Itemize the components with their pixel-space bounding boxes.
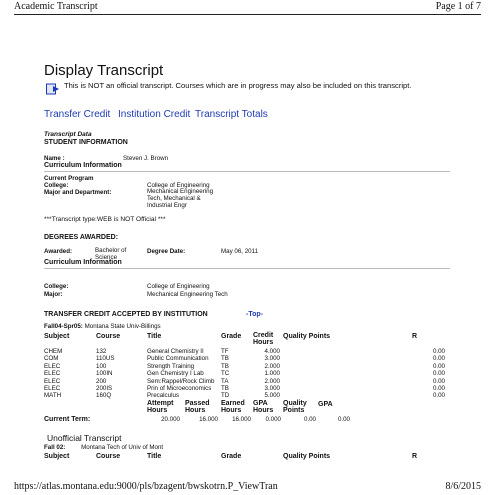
cell-course: 100IN: [96, 370, 113, 378]
cell-quality-points: 0.00: [432, 377, 445, 385]
cell-grade: TB: [221, 385, 229, 392]
print-footer-url: https://atlas.montana.edu:9000/pls/bzagent/bwskotrn.P_ViewTran: [14, 481, 278, 492]
info-icon: [46, 83, 60, 95]
cell-title: Sem:Rappel/Rock Climb: [147, 377, 215, 385]
cell-quality-points: 0.00: [432, 392, 445, 400]
unofficial-col-grade: Grade: [221, 453, 242, 460]
col-course: Course: [96, 333, 121, 340]
cell-title: Prin of Microeconomics: [147, 385, 212, 392]
current-program-heading: Current Program: [44, 175, 94, 182]
totals-gpa-hours: 0.000: [265, 416, 281, 423]
unofficial-heading: Unofficial Transcript: [47, 433, 122, 443]
link-transcript-totals[interactable]: Transcript Totals: [195, 109, 268, 120]
unofficial-col-subject: Subject: [44, 453, 70, 460]
unofficial-term-institution: Montana Tech of Univ of Mont: [81, 444, 164, 451]
unofficial-col-r: R: [412, 453, 418, 460]
cell-subject: ELEC: [44, 385, 61, 392]
degree-date-value: May 06, 2011: [221, 248, 259, 255]
transfer-term-label: Fall04-Spr05:: [44, 323, 83, 330]
degree-college-value: College of Engineering: [147, 283, 210, 290]
cell-subject: COM: [44, 355, 59, 363]
major-value: Mechanical Engineering Tech, Mechanical & Industrial Engr: [147, 188, 214, 209]
cell-credit-hours: 1.000: [264, 370, 280, 378]
cell-title: Public Communication: [147, 355, 209, 363]
degree-curriculum-divider: [44, 268, 450, 269]
cell-quality-points: 0.00: [432, 348, 445, 355]
cell-subject: CHEM: [44, 348, 63, 355]
totals-gpa: 0.00: [337, 416, 350, 423]
degree-date-label: Degree Date:: [147, 248, 186, 255]
cell-subject: MATH: [44, 392, 62, 400]
official-notice: This is NOT an official transcript. Courses which are in progress may also be included on this transcript.: [64, 81, 412, 90]
cell-course: 132: [96, 348, 107, 355]
page-title: Display Transcript: [44, 62, 164, 79]
unofficial-col-course: Course: [96, 453, 121, 460]
cell-course: 200: [96, 377, 107, 385]
degree-curriculum-heading: Curriculum Information: [44, 259, 122, 266]
college-value: College of Engineering: [147, 182, 210, 189]
name-value: Steven J. Brown: [123, 155, 169, 162]
transfer-term-institution: Montana State Univ-Billings: [84, 323, 161, 330]
cell-grade: TB: [221, 362, 229, 370]
totals-label: Current Term:: [44, 416, 91, 423]
degrees-heading: DEGREES AWARDED:: [44, 234, 119, 241]
cell-subject: ELEC: [44, 370, 61, 378]
cell-grade: TC: [221, 370, 230, 378]
unofficial-term-label: Fall 02:: [44, 444, 66, 451]
degree-major-value: Mechanical Engineering Tech: [147, 291, 228, 298]
col-credit-hours: Credit Hours: [253, 332, 274, 346]
totals-col-gpa-hours: GPA Hours: [253, 400, 274, 414]
cell-subject: ELEC: [44, 377, 61, 385]
unofficial-col-title: Title: [147, 453, 162, 460]
college-label: College:: [44, 182, 69, 189]
header-divider: [14, 14, 481, 15]
print-header-title: Academic Transcript: [14, 1, 98, 12]
col-r: R: [412, 333, 418, 340]
awarded-value: Bachelor of Science: [95, 247, 127, 261]
totals-col-attempt: Attempt Hours: [147, 400, 174, 414]
cell-course: 110US: [96, 355, 115, 363]
cell-title: Gen Chemistry I Lab: [147, 370, 204, 378]
cell-grade: TA: [221, 377, 229, 385]
cell-title: General Chemistry II: [147, 348, 204, 355]
cell-credit-hours: 4.000: [264, 348, 280, 355]
totals-quality-points: 0.00: [303, 416, 316, 423]
awarded-label: Awarded:: [44, 248, 73, 255]
major-label: Major and Department:: [44, 189, 112, 196]
student-info-heading: STUDENT INFORMATION: [44, 139, 128, 146]
unofficial-term: [44, 444, 163, 451]
totals-col-passed: Passed Hours: [185, 400, 210, 414]
cell-credit-hours: 3.000: [264, 355, 280, 363]
col-subject: Subject: [44, 333, 70, 340]
degree-major-label: Major:: [44, 291, 63, 298]
degree-college-label: College:: [44, 283, 69, 290]
link-transfer-credit[interactable]: Transfer Credit: [44, 109, 111, 120]
col-title: Title: [147, 333, 162, 340]
transcript-type-note: ***Transcript type:WEB is NOT Official ***: [44, 216, 166, 223]
totals-col-gpa: GPA: [318, 401, 333, 408]
cell-quality-points: 0.00: [432, 355, 445, 363]
cell-credit-hours: 2.000: [264, 377, 280, 385]
cell-title: Strength Training: [147, 362, 195, 370]
totals-col-quality-points: Quality Points: [283, 400, 307, 414]
cell-credit-hours: 3.000: [264, 385, 280, 392]
cell-title: Precalculus: [147, 392, 179, 400]
totals-col-earned: Earned Hours: [221, 400, 245, 414]
cell-grade: TF: [221, 348, 229, 355]
link-institution-credit[interactable]: Institution Credit: [118, 109, 191, 120]
totals-passed: 16.000: [199, 416, 218, 423]
cell-quality-points: 0.00: [432, 362, 445, 370]
cell-course: 100: [96, 362, 107, 370]
curriculum-heading: Curriculum Information: [44, 162, 122, 169]
cell-quality-points: 0.00: [432, 370, 445, 378]
cell-grade: TB: [221, 355, 229, 363]
transfer-term: [44, 323, 161, 330]
col-grade: Grade: [221, 333, 242, 340]
cell-subject: ELEC: [44, 362, 61, 370]
cell-grade: TD: [221, 392, 230, 400]
cell-credit-hours: 2.000: [264, 362, 280, 370]
cell-course: 200IS: [96, 385, 113, 392]
unofficial-col-quality-points: Quality Points: [283, 453, 331, 460]
totals-attempt: 20.000: [161, 416, 180, 423]
print-footer-date: 8/6/2015: [445, 481, 481, 492]
transfer-credit-heading: TRANSFER CREDIT ACCEPTED BY INSTITUTION: [44, 311, 208, 318]
col-quality-points: Quality Points: [283, 333, 331, 340]
print-header-page: Page 1 of 7: [435, 1, 481, 12]
name-label: Name :: [44, 155, 65, 162]
transcript-data-label: Transcript Data: [44, 131, 92, 138]
totals-earned: 16.000: [232, 416, 251, 423]
curriculum-divider: [44, 171, 450, 172]
cell-quality-points: 0.00: [432, 385, 445, 392]
top-link[interactable]: -Top-: [246, 311, 263, 318]
cell-course: 160Q: [96, 392, 112, 400]
cell-credit-hours: 5.000: [264, 392, 280, 400]
